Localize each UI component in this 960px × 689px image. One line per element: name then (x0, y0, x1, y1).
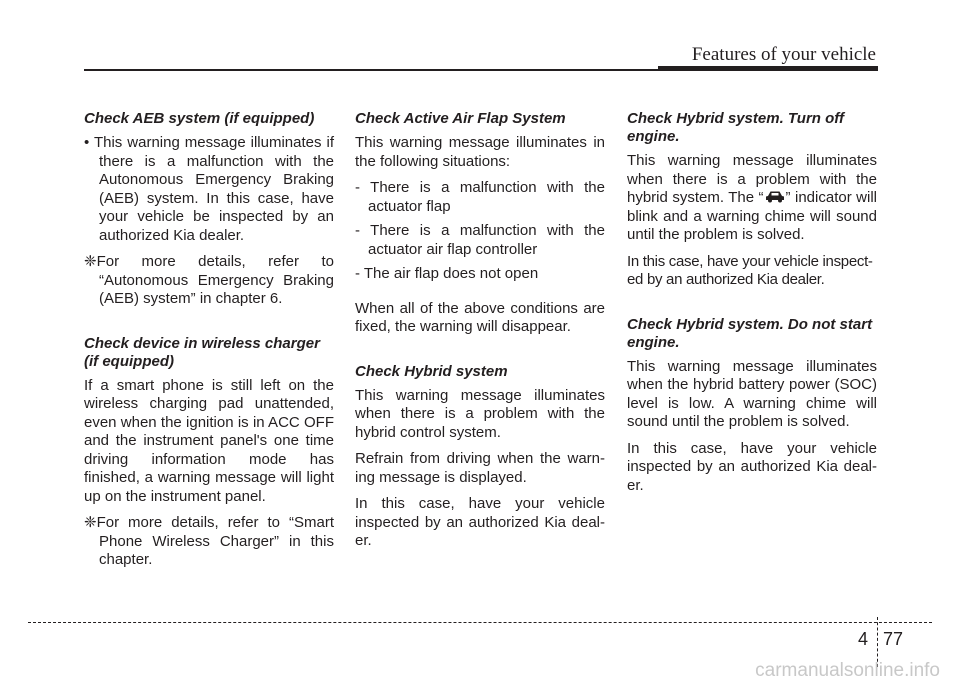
hybrid-p1: This warning message illuminates when there is a problem with the hybrid control system. (355, 386, 605, 441)
column-right (627, 110, 877, 503)
charger-body: If a smart phone is still left on the wireless charging pad unattended, even when the ignition is in ACC OFF and the instrument panel's one time driving information mode has finished, a warning message will light up on the instrument panel. (84, 376, 334, 505)
aeb-note: ❈For more details, refer to “Autonomous Emergency Braking (AEB) system” in chapter 6. (84, 253, 334, 307)
charger-heading: Check device in wireless charger (if equipped) (84, 334, 320, 370)
watermark: carmanualsonline.info (755, 660, 940, 681)
hybrid-p2: Refrain from driving when the warn-ing message is displayed. (355, 450, 605, 486)
column-middle (355, 110, 605, 559)
aeb-heading: Check AEB system (if equipped) (84, 110, 315, 127)
chapter-number: 4 (858, 629, 869, 649)
no-start-p2: In this case, have your vehicle inspected by an authorized Kia deal-er. (627, 439, 877, 494)
no-start-heading: Check Hybrid system. Do not start engine. (627, 315, 873, 351)
header-rule-thin (84, 69, 658, 71)
aaf-intro: This warning message illuminates in the following situations: (355, 134, 605, 170)
no-start-p1: This warning message illuminates when the hybrid battery power (SOC) level is low. A warning chime will sound until the problem is solved. (627, 357, 877, 430)
hybrid-p3: In this case, have your vehicle inspected by an authorized Kia deal-er. (355, 495, 605, 549)
charger-note: ❈For more details, refer to “Smart Phone Wireless Charger” in this chapter. (84, 514, 334, 568)
turn-off-p1-start: This warning message illuminates when there is a problem with the hybrid system. The “ (627, 152, 877, 206)
turn-off-heading: Check Hybrid system. Turn off engine. (627, 110, 845, 145)
aaf-item: - There is a malfunction with the actuator air flap controller (355, 222, 605, 258)
aaf-item: - There is a malfunction with the actuator flap (355, 179, 605, 215)
header-rule-thick (658, 66, 878, 71)
car-warning-icon (764, 190, 786, 203)
turn-off-p2: In this case, have your vehicle inspect-ed by an authorized Kia dealer. (627, 252, 873, 288)
hybrid-heading: Check Hybrid system (355, 362, 508, 380)
aaf-heading: Check Active Air Flap System (355, 110, 566, 127)
turn-off-p1-end: ” indicator will blink and a warning chime will sound until the problem is solved. (627, 189, 878, 243)
page-number: 77 (883, 629, 904, 649)
section-title: Features of your vehicle (691, 44, 876, 65)
column-left (84, 110, 334, 578)
aeb-bullet: • This warning message illuminates if there is a malfunction with the Autonomous Emergency Braking (AEB) system. In this case, have your vehicle be inspected by an authorized Kia dealer. (84, 134, 334, 244)
footer-dashed-rule (28, 622, 932, 623)
turn-off-p1 (627, 152, 877, 245)
aaf-item: - The air flap does not open (355, 265, 539, 282)
aaf-outro: When all of the above conditions are fixed, the warning will disappear. (355, 299, 605, 335)
